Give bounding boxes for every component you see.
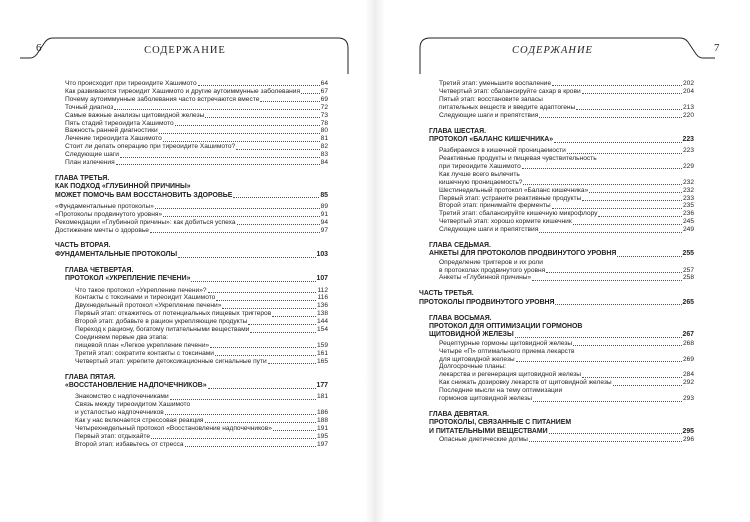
dot-leader (573, 345, 682, 346)
page-ref: 94 (320, 218, 328, 226)
page-ref: 257 (682, 266, 694, 274)
page-ref: 223 (682, 135, 694, 143)
page-ref: 295 (682, 427, 694, 435)
toc-entry[interactable]: Точный диагноз 72 (65, 103, 328, 111)
toc-entry[interactable]: Рецептурные гормоны щитовидной железы 268 (439, 339, 694, 347)
header-title: СОДЕРЖАНИЕ (144, 45, 226, 56)
page-ref: 64 (320, 80, 328, 87)
page-ref: 177 (316, 381, 328, 389)
toc-entry[interactable]: Третий этап: уменьшите воспаление 202 (439, 80, 694, 87)
toc-entry[interactable]: Двухнедельный протокол «Укрепление печени» 136 (75, 302, 328, 310)
chapter-6-title[interactable]: ПРОТОКОЛ «БАЛАНС КИШЕЧНИКА» 223 (429, 135, 694, 143)
dot-leader (159, 133, 320, 134)
dot-leader (598, 216, 682, 217)
toc-entry[interactable]: Второй этап: избавьтесь от стресса 197 (75, 440, 328, 448)
part-3-title[interactable]: ПРОТОКОЛЫ ПРОДВИНУТОГО УРОВНЯ 265 (419, 298, 694, 306)
page-ref: 107 (316, 275, 328, 283)
page-ref: 197 (316, 440, 328, 448)
page-ref: 154 (316, 326, 328, 334)
toc-entry[interactable]: Опасные диетические догмы 296 (439, 435, 694, 443)
page-ref: 195 (316, 432, 328, 440)
dot-leader (260, 101, 319, 102)
toc-entry[interactable]: Важность ранней диагностики 80 (65, 127, 328, 135)
toc-entry-multiline: Как лучше всего вылечить (439, 170, 520, 178)
page-ref: 292 (682, 379, 694, 387)
dot-leader (120, 157, 320, 158)
toc-entry[interactable]: Контакты с токсинами и тиреоидит Хашимото 116 (75, 294, 328, 302)
page-number: 7 (714, 42, 720, 54)
page-ref: 229 (682, 162, 694, 170)
page-ref: 223 (682, 147, 694, 155)
dot-leader (582, 93, 682, 94)
part-2-heading: ЧАСТЬ ВТОРАЯ. (55, 242, 111, 250)
part-2-title[interactable]: ФУНДАМЕНТАЛЬНЫЕ ПРОТОКОЛЫ 103 (55, 250, 328, 258)
dot-leader (205, 422, 316, 423)
toc-entry[interactable]: Пять стадий тиреоидита Хашимото 78 (65, 119, 328, 127)
toc-entry[interactable]: Самые важные анализы щитовидной железы 73 (65, 111, 328, 119)
page-ref: 82 (320, 143, 328, 151)
dot-leader (529, 441, 682, 442)
toc-entry[interactable]: Третий этап: сбалансируйте кишечную микрофлору 236 (439, 210, 694, 218)
toc-entry[interactable]: питательных веществ и введите адаптогены 213 (439, 103, 694, 111)
page-ref: 103 (316, 250, 328, 258)
dot-leader (532, 280, 682, 281)
page-ref: 116 (317, 294, 328, 302)
dot-leader (236, 149, 319, 150)
dot-leader (151, 438, 316, 439)
chapter-4-title[interactable]: ПРОТОКОЛ «УКРЕПЛЕНИЕ ПЕЧЕНИ» 107 (65, 275, 328, 283)
chapter-5-title[interactable]: «ВОССТАНОВЛЕНИЕ НАДПОЧЕЧНИКОВ» 177 (65, 381, 328, 389)
dot-leader (272, 316, 316, 317)
page-ref: 204 (682, 87, 694, 95)
page-ref: 181 (316, 393, 328, 401)
running-header (20, 36, 350, 76)
toc-entry[interactable]: Рекомендации «Глубинной причины»: как добиться успеха 94 (55, 218, 328, 226)
page-ref: 78 (320, 119, 328, 127)
right-page (375, 0, 750, 522)
running-header (375, 36, 730, 76)
chapter-9-heading: ГЛАВА ДЕВЯТАЯ. (429, 411, 489, 418)
toc-entry[interactable]: Стоит ли делать операцию при тиреоидите Хашимото? 82 (65, 143, 328, 151)
page-ref: 284 (682, 371, 694, 379)
page-ref: 202 (682, 80, 694, 87)
toc-entry[interactable]: для щитовидной железы 269 (439, 355, 694, 363)
dot-leader (567, 153, 682, 154)
dot-leader (198, 85, 320, 86)
chapter-7-heading: ГЛАВА СЕДЬМАЯ. (429, 242, 491, 250)
dot-leader (582, 200, 682, 201)
dot-leader (248, 324, 316, 325)
header-title: СОДЕРЖАНИЕ (512, 45, 593, 56)
page-ref: 293 (682, 395, 694, 403)
toc-entry-multiline: Связь между тиреоидитом Хашимото (75, 401, 191, 409)
toc-entry[interactable]: Как развиваются тиреоидит Хашимото и другие аутоиммунные заболевания 67 (65, 87, 328, 95)
toc-entry[interactable]: и усталостью надпочечников 186 (75, 409, 328, 416)
toc-entry-multiline: Реактивные продукты и пищевая чувствительность (439, 155, 597, 162)
dot-leader (185, 446, 316, 447)
page-ref: 265 (682, 298, 694, 306)
toc-entry[interactable]: Как у нас включается стрессовая реакция 188 (75, 416, 328, 424)
dot-leader (539, 117, 682, 118)
dot-leader (155, 208, 320, 209)
page-ref: 97 (320, 226, 328, 234)
toc-entry[interactable]: Лечение тиреоидита Хашимото 81 (65, 135, 328, 143)
toc-entry[interactable]: План излечения 84 (65, 159, 328, 167)
page-ref: 186 (316, 409, 328, 416)
toc-entry-multiline: Долгосрочные планы: (439, 363, 506, 371)
dot-leader (175, 125, 320, 126)
chapter-9-title-line[interactable]: И ПИТАТЕЛЬНЫМИ ВЕЩЕСТВАМИ 295 (429, 427, 694, 435)
dot-leader (163, 216, 320, 217)
table-of-contents (419, 80, 694, 444)
toc-entry[interactable]: Что происходит при тиреоидите Хашимото 64 (65, 80, 328, 87)
page-ref: 138 (316, 310, 328, 318)
page-ref: 255 (682, 250, 694, 258)
page-ref: 191 (316, 424, 328, 432)
page-ref: 161 (316, 349, 328, 357)
page-ref: 69 (320, 95, 328, 103)
page-ref: 85 (320, 191, 328, 199)
toc-entry-multiline: Пятый этап: восстановите запасы (439, 95, 543, 103)
dot-leader (163, 141, 320, 142)
page-ref: 245 (682, 218, 694, 226)
page-ref: 84 (320, 159, 328, 167)
page-number: 6 (36, 42, 42, 54)
page-ref: 188 (316, 416, 328, 424)
toc-entry[interactable]: в протоколах продвинутого уровня 257 (439, 266, 694, 274)
dot-leader (208, 292, 317, 293)
toc-entry[interactable]: Следующие шаги и препятствия 249 (439, 226, 694, 234)
page-ref: 159 (316, 341, 328, 349)
page-ref: 296 (682, 435, 694, 443)
toc-entry-multiline: Определение триггеров и их роли (439, 258, 543, 266)
table-of-contents (55, 80, 328, 449)
toc-entry[interactable]: Третий этап: сократите контакты с токсинами 161 (75, 349, 328, 357)
dot-leader (539, 232, 682, 233)
toc-entry[interactable]: лекарства и регенерация щитовидной железы 284 (439, 371, 694, 379)
toc-entry[interactable]: Следующие шаги 83 (65, 151, 328, 159)
toc-entry[interactable]: при тиреоидите Хашимото 229 (439, 162, 694, 170)
page-ref: 233 (682, 194, 694, 202)
page-ref: 112 (317, 286, 328, 294)
dot-leader (589, 192, 682, 193)
page-ref: 232 (682, 186, 694, 194)
toc-entry[interactable]: Разбираемся в кишечной проницаемости 223 (439, 147, 694, 155)
chapter-8-heading: ГЛАВА ВОСЬМАЯ. (429, 314, 492, 322)
dot-leader (237, 224, 320, 225)
toc-entry[interactable]: Анкеты «Глубинной причины» 258 (439, 274, 694, 282)
dot-leader (114, 109, 319, 110)
page-ref: 91 (320, 210, 328, 218)
dot-leader (170, 399, 316, 400)
page-ref: 72 (320, 103, 328, 111)
header-frame (375, 36, 730, 76)
chapter-8-title-line[interactable]: ЩИТОВИДНОЙ ЖЕЛЕЗЫ 267 (429, 331, 694, 339)
page-ref: 269 (682, 355, 694, 363)
page-ref: 235 (682, 202, 694, 210)
chapter-6-heading: ГЛАВА ШЕСТАЯ. (429, 127, 487, 135)
toc-entry[interactable]: Четвертый этап: хорошо кормите кишечник 245 (439, 218, 694, 226)
toc-entry-multiline: Последние мысли на тему оптимизации (439, 387, 563, 395)
dot-leader (215, 355, 316, 356)
toc-entry[interactable]: Четвертый этап: укрепите детоксикационные сигнальные пути 165 (75, 357, 328, 365)
toc-entry[interactable]: Переход к рациону, богатому питательными веществами 154 (75, 326, 328, 334)
page-ref: 89 (320, 202, 328, 210)
page-ref: 144 (316, 318, 328, 326)
toc-entry[interactable]: Знакомство с надпочечниками 181 (75, 393, 328, 401)
dot-leader (205, 117, 319, 118)
page-ref: 258 (682, 274, 694, 282)
chapter-3-heading: ГЛАВА ТРЕТЬЯ. (55, 174, 110, 182)
toc-entry[interactable]: «Фундаментальные протоколы» 89 (55, 202, 328, 210)
dot-leader (116, 164, 320, 165)
gutter-shadow (365, 0, 375, 522)
toc-entry[interactable]: Второй этап: принимайте ферменты 235 (439, 202, 694, 210)
part-3-heading: ЧАСТЬ ТРЕТЬЯ. (419, 290, 474, 298)
chapter-8-title: ПРОТОКОЛ ДЛЯ ОПТИМИЗАЦИИ ГОРМОНОВ (429, 323, 583, 331)
dot-leader (301, 93, 320, 94)
dot-leader (216, 300, 316, 301)
dot-leader (573, 224, 682, 225)
toc-entry[interactable]: Второй этап: добавьте в рацион укрепляющие продукты 144 (75, 318, 328, 326)
toc-entry[interactable]: Достижение мечты о здоровье 97 (55, 226, 328, 234)
toc-entry[interactable]: Первый этап: откажитесь от потенциальных пищевых триггеров 138 (75, 310, 328, 318)
toc-entry[interactable]: Как снижать дозировку лекарств от щитовидной железы 292 (439, 379, 694, 387)
toc-entry[interactable]: Следующие шаги и препятствия 220 (439, 111, 694, 119)
page-ref: 136 (316, 302, 328, 310)
toc-entry[interactable]: Почему аутоиммунные заболевания часто встречаются вместе 69 (65, 95, 328, 103)
header-frame (20, 36, 350, 76)
chapter-3-title-line[interactable]: МОЖЕТ ПОМОЧЬ ВАМ ВОССТАНОВИТЬ ЗДОРОВЬЕ 85 (55, 191, 328, 199)
page-ref: 83 (320, 151, 328, 159)
dot-leader (222, 308, 316, 309)
toc-entry-multiline: Четыре «П» оптимального приема лекарств (439, 347, 575, 355)
dot-leader (268, 363, 316, 364)
chapter-5-heading: ГЛАВА ПЯТАЯ. (65, 373, 116, 381)
dot-leader (250, 332, 316, 333)
page-ref: 73 (320, 111, 328, 119)
toc-entry[interactable]: Четырехнедельный протокол «Восстановление надпочечников» 191 (75, 424, 328, 432)
gutter-shadow (375, 0, 385, 522)
toc-entry[interactable]: «Протоколы продвинутого уровня» 91 (55, 210, 328, 218)
page-ref: 249 (682, 226, 694, 234)
dot-leader (552, 85, 682, 86)
page-ref: 165 (316, 357, 328, 365)
page-ref: 232 (682, 178, 694, 186)
page-ref: 81 (320, 135, 328, 143)
dot-leader (273, 430, 316, 431)
page-ref: 236 (682, 210, 694, 218)
toc-entry[interactable]: Первый этап: отдыхайте 195 (75, 432, 328, 440)
page-ref: 267 (682, 331, 694, 339)
page-ref: 80 (320, 127, 328, 135)
toc-entry[interactable]: гормонов щитовидной железы 293 (439, 395, 694, 403)
toc-entry[interactable]: Первый этап: устраните реактивные продукты 233 (439, 194, 694, 202)
page-ref: 67 (320, 87, 328, 95)
page-ref: 220 (682, 111, 694, 119)
page-ref: 268 (682, 339, 694, 347)
dot-leader (613, 385, 682, 386)
toc-entry-multiline: Соединяем первые два этапа: (75, 334, 169, 341)
page-ref: 213 (682, 103, 694, 111)
chapter-9-title: ПРОТОКОЛЫ, СВЯЗАННЫЕ С ПИТАНИЕМ (429, 419, 572, 427)
toc-entry[interactable]: Четвертый этап: сбалансируйте сахар в крови 204 (439, 87, 694, 95)
dot-leader (552, 208, 682, 209)
toc-entry[interactable]: пищевой план «Легкое укрепление печени» 159 (75, 341, 328, 349)
toc-entry[interactable]: Что такое протокол «Укрепление печени»? 112 (75, 286, 328, 294)
chapter-7-title[interactable]: АНКЕТЫ ДЛЯ ПРОТОКОЛОВ ПРОДВИНУТОГО УРОВНЯ 255 (429, 250, 694, 258)
toc-entry[interactable]: кишечную проницаемость? 232 (439, 178, 694, 186)
dot-leader (150, 232, 320, 233)
chapter-3-title: КАК ПОДХОД «ГЛУБИННОЙ ПРИЧИНЫ» (55, 183, 191, 191)
chapter-4-heading: ГЛАВА ЧЕТВЕРТАЯ. (65, 267, 134, 274)
toc-entry[interactable]: Шестинедельный протокол «Баланс кишечника» 232 (439, 186, 694, 194)
